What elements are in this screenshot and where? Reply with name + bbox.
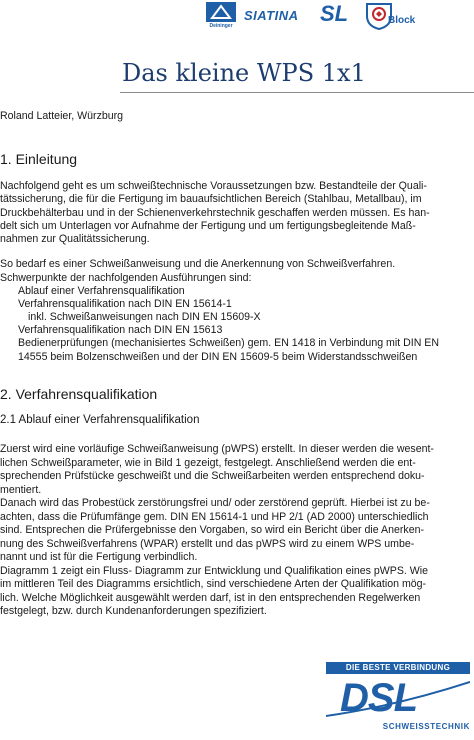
section-heading-einleitung: 1. Einleitung <box>0 151 78 167</box>
logo-bar <box>0 0 474 34</box>
paragraph-intro-line-3: Druckbehälterbau und in der Schienenverkehrstechnik geschaffen werden müssen. Es han- <box>0 207 430 219</box>
paragraph-procedure-line-13: festgelegt, bzw. durch Kundenanforderungen spezifiziert. <box>0 605 267 617</box>
page-title: Das kleine WPS 1x1 <box>122 59 366 87</box>
focus-item-6: 14555 beim Bolzenschweißen und der DIN EN 15609-5 beim Widerstandsschweißen <box>18 351 418 363</box>
focus-item-2: Verfahrensqualifikation nach DIN EN 15614-1 <box>18 298 232 310</box>
paragraph-procedure-line-7: sind. Entsprechen die Prüfergebnisse den Vorgaben, so wird ein Bericht über die Anerken- <box>0 524 425 536</box>
subsection-heading-ablauf: 2.1 Ablauf einer Verfahrensqualifikation <box>0 414 200 426</box>
focus-item-5: Bedienerprüfungen (mechanisiertes Schweißen) gem. EN 1418 in Verbindung mit DIN EN <box>18 337 440 349</box>
paragraph-procedure-line-11: im mittleren Teil des Diagramms ersichtlich, sind verschiedene Arten der Qualifikation mög- <box>0 578 427 590</box>
focus-item-3: inkl. Schweißanweisungen nach DIN EN 15609-X <box>28 311 261 323</box>
paragraph-procedure-line-9: nannt und ist für die Fertigung verbindlich. <box>0 551 198 563</box>
paragraph-procedure-line-8: nung des Schweißverfahrens (WPAR) erstellt und das pWPS wird zu einem WPS umbe- <box>0 538 415 550</box>
dsl-subline: SCHWEISSTECHNIK <box>382 722 470 731</box>
paragraph-procedure-line-3: sprechenden Prüfstücke geschweißt und die Schweißarbeiten werden entsprechend doku- <box>0 470 425 482</box>
paragraph-intro-line-5: nahmen zur Qualitätssicherung. <box>0 233 150 245</box>
focus-item-4: Verfahrensqualifikation nach DIN EN 15613 <box>18 324 223 336</box>
deininger-logo <box>206 2 236 30</box>
paragraph-procedure-line-2: lichen Schweißparameter, wie in Bild 1 gezeigt, festgelegt. Anschließend werden die ent- <box>0 457 416 469</box>
deininger-label: Deininger <box>209 23 233 29</box>
section-heading-verfahrensqualifikation: 2. Verfahrensqualifikation <box>0 386 158 402</box>
dsl-tagline: DIE BESTE VERBINDUNG <box>326 662 470 674</box>
focus-intro: Schwerpunkte der nachfolgenden Ausführungen sind: <box>0 272 252 284</box>
focus-item-1: Ablauf einer Verfahrensqualifikation <box>18 285 185 297</box>
paragraph-intro-line-4: delt sich um Unterlagen vor Aufnahme der Fertigung und um fertigungsbegleitende Maß- <box>0 220 416 232</box>
paragraph-procedure-line-10: Diagramm 1 zeigt ein Fluss- Diagramm zur Entwicklung und Qualifikation eines pWPS. Wie <box>0 565 429 577</box>
paragraph-intro-line-1: Nachfolgend geht es um schweißtechnische Voraussetzungen bzw. Bestandteile der Quali- <box>0 180 427 192</box>
paragraph-procedure-line-4: mentiert. <box>0 484 42 496</box>
sl-logo: SL <box>320 1 349 26</box>
paragraph-requirement: So bedarf es einer Schweißanweisung und die Anerkennung von Schweißverfahren. <box>0 258 396 270</box>
paragraph-procedure-line-6: achten, dass die Prüfumfänge gem. DIN EN 15614-1 und HP 2/1 (AD 2000) unterschiedlich <box>0 511 429 523</box>
paragraph-procedure-line-12: lich. Welche Möglichkeit ausgewählt werden darf, ist in den entsprechenden Regelwerken <box>0 592 421 604</box>
paragraph-procedure-line-5: Danach wird das Probestück zerstörungsfrei und/ oder zerstörend geprüft. Hierbei ist zu be- <box>0 497 430 509</box>
dsl-brand-mark: DSL <box>340 676 417 720</box>
title-rule <box>120 92 474 93</box>
paragraph-procedure-line-1: Zuerst wird eine vorläufige Schweißanweisung (pWPS) erstellt. In dieser werden die wesent- <box>0 443 434 455</box>
dsl-footer-logo <box>326 662 470 736</box>
author-line: Roland Latteier, Würzburg <box>0 110 124 122</box>
siatina-logo: SIATINA <box>244 8 299 23</box>
deininger-mark-icon <box>206 2 236 22</box>
block-logo-label: Block <box>388 15 416 26</box>
paragraph-intro-line-2: tätssicherung, die für die Fertigung im bauaufsichtlichen Bereich (Stahlbau, Metallbau), im <box>0 193 422 205</box>
